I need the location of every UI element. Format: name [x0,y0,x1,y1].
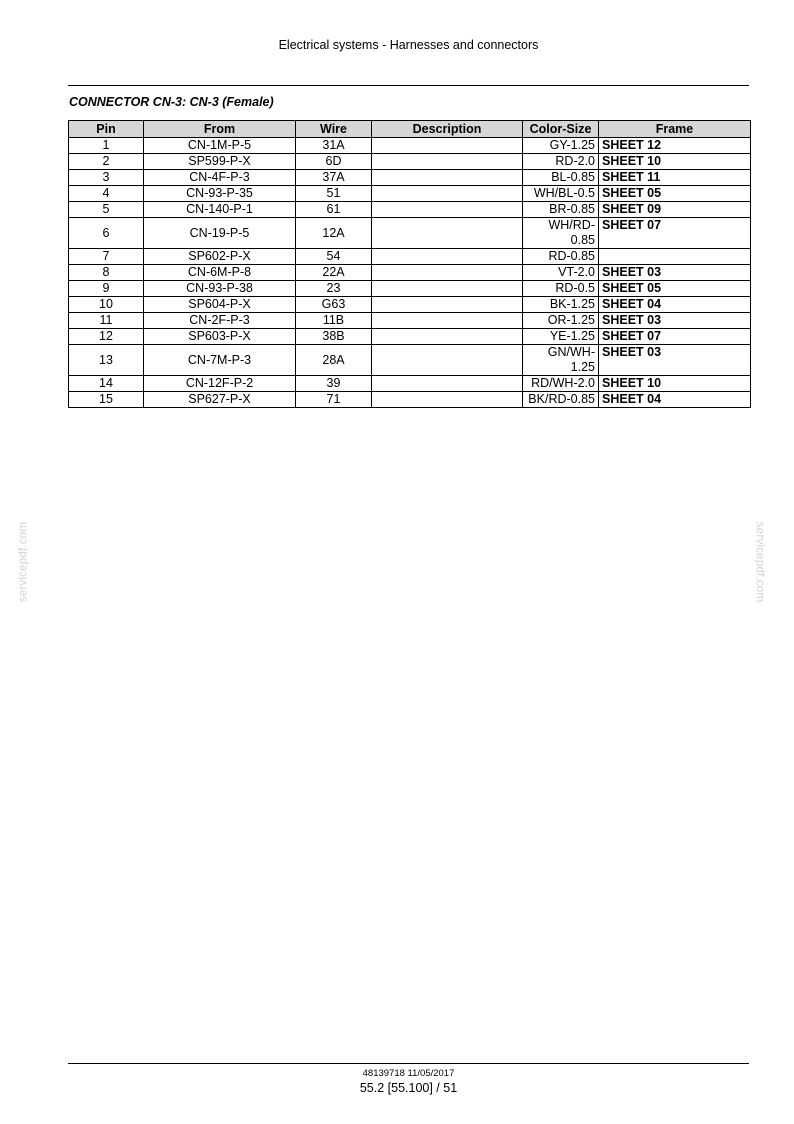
page-header: Electrical systems - Harnesses and connectors [278,38,539,52]
table-row [69,202,751,218]
cell-from: CN-2F-P-3 [144,313,296,329]
cell-from: CN-4F-P-3 [144,170,296,186]
cell-description [372,297,523,313]
cell-color-size: RD-2.0 [523,154,599,170]
cell-pin: 5 [69,202,144,218]
cell-frame: SHEET 10 [599,376,751,392]
connector-table [68,120,751,408]
cell-pin: 11 [69,313,144,329]
cell-frame: SHEET 04 [599,392,751,408]
header-rule [68,85,749,86]
cell-description [372,313,523,329]
column-header-color-size: Color-Size [523,121,599,138]
table-row [69,249,751,265]
cell-from: SP599-P-X [144,154,296,170]
cell-color-size: BL-0.85 [523,170,599,186]
footer-rule [68,1063,749,1064]
cell-from: SP603-P-X [144,329,296,345]
cell-color-size: BK-1.25 [523,297,599,313]
table-row [69,154,751,170]
cell-pin: 6 [69,218,144,249]
table-row [69,186,751,202]
cell-pin: 12 [69,329,144,345]
cell-wire: 22A [296,265,372,281]
cell-wire: 71 [296,392,372,408]
cell-description [372,202,523,218]
cell-color-size: WH/BL-0.5 [523,186,599,202]
cell-frame: SHEET 03 [599,345,751,376]
watermark-left: servicepdf.com [15,521,30,603]
cell-pin: 13 [69,345,144,376]
cell-color-size: RD-0.85 [523,249,599,265]
cell-frame: SHEET 10 [599,154,751,170]
table-row [69,218,751,249]
cell-description [372,345,523,376]
cell-wire: 12A [296,218,372,249]
cell-color-size: OR-1.25 [523,313,599,329]
cell-wire: 23 [296,281,372,297]
cell-from: CN-12F-P-2 [144,376,296,392]
table-row [69,392,751,408]
cell-from: CN-93-P-38 [144,281,296,297]
cell-from: CN-7M-P-3 [144,345,296,376]
cell-pin: 14 [69,376,144,392]
cell-pin: 7 [69,249,144,265]
cell-description [372,265,523,281]
footer-page-number: 55.2 [55.100] / 51 [359,1081,458,1095]
cell-frame: SHEET 11 [599,170,751,186]
cell-color-size: BK/RD-0.85 [523,392,599,408]
cell-frame: SHEET 03 [599,313,751,329]
cell-frame [599,249,751,265]
cell-wire: 39 [296,376,372,392]
cell-description [372,249,523,265]
cell-wire: 31A [296,138,372,154]
column-header-from: From [144,121,296,138]
cell-wire: 28A [296,345,372,376]
cell-color-size: GY-1.25 [523,138,599,154]
column-header-frame: Frame [599,121,751,138]
cell-color-size: RD-0.5 [523,281,599,297]
cell-pin: 1 [69,138,144,154]
connector-title: CONNECTOR CN-3: CN-3 (Female) [69,95,274,109]
cell-color-size: BR-0.85 [523,202,599,218]
table-row [69,329,751,345]
cell-pin: 8 [69,265,144,281]
table-row [69,265,751,281]
cell-wire: 6D [296,154,372,170]
cell-color-size: RD/WH-2.0 [523,376,599,392]
cell-description [372,170,523,186]
table-row [69,281,751,297]
table-row [69,376,751,392]
cell-frame: SHEET 07 [599,329,751,345]
cell-wire: 38B [296,329,372,345]
cell-description [372,138,523,154]
cell-pin: 3 [69,170,144,186]
cell-frame: SHEET 12 [599,138,751,154]
cell-frame: SHEET 05 [599,186,751,202]
cell-wire: 61 [296,202,372,218]
cell-frame: SHEET 09 [599,202,751,218]
cell-pin: 10 [69,297,144,313]
cell-description [372,186,523,202]
cell-wire: 51 [296,186,372,202]
cell-color-size: GN/WH-1.25 [523,345,599,376]
table-row [69,297,751,313]
cell-from: CN-93-P-35 [144,186,296,202]
cell-from: CN-6M-P-8 [144,265,296,281]
cell-frame: SHEET 05 [599,281,751,297]
cell-frame: SHEET 03 [599,265,751,281]
table-row [69,345,751,376]
column-header-wire: Wire [296,121,372,138]
cell-description [372,329,523,345]
cell-wire: 54 [296,249,372,265]
cell-pin: 15 [69,392,144,408]
cell-wire: 11B [296,313,372,329]
cell-from: SP602-P-X [144,249,296,265]
table-row [69,138,751,154]
table-header-row [69,121,751,138]
cell-description [372,154,523,170]
column-header-pin: Pin [69,121,144,138]
cell-from: SP604-P-X [144,297,296,313]
watermark-right: servicepdf.com [753,521,768,603]
cell-pin: 2 [69,154,144,170]
cell-description [372,392,523,408]
cell-from: CN-19-P-5 [144,218,296,249]
cell-description [372,218,523,249]
cell-from: CN-1M-P-5 [144,138,296,154]
cell-color-size: WH/RD-0.85 [523,218,599,249]
cell-wire: 37A [296,170,372,186]
cell-pin: 9 [69,281,144,297]
table-row [69,313,751,329]
cell-color-size: YE-1.25 [523,329,599,345]
cell-from: CN-140-P-1 [144,202,296,218]
cell-description [372,376,523,392]
cell-description [372,281,523,297]
cell-color-size: VT-2.0 [523,265,599,281]
cell-from: SP627-P-X [144,392,296,408]
cell-frame: SHEET 04 [599,297,751,313]
table-body [69,138,751,408]
table-row [69,170,751,186]
column-header-description: Description [372,121,523,138]
footer-doc-id: 48139718 11/05/2017 [362,1068,455,1079]
cell-wire: G63 [296,297,372,313]
cell-pin: 4 [69,186,144,202]
cell-frame: SHEET 07 [599,218,751,249]
